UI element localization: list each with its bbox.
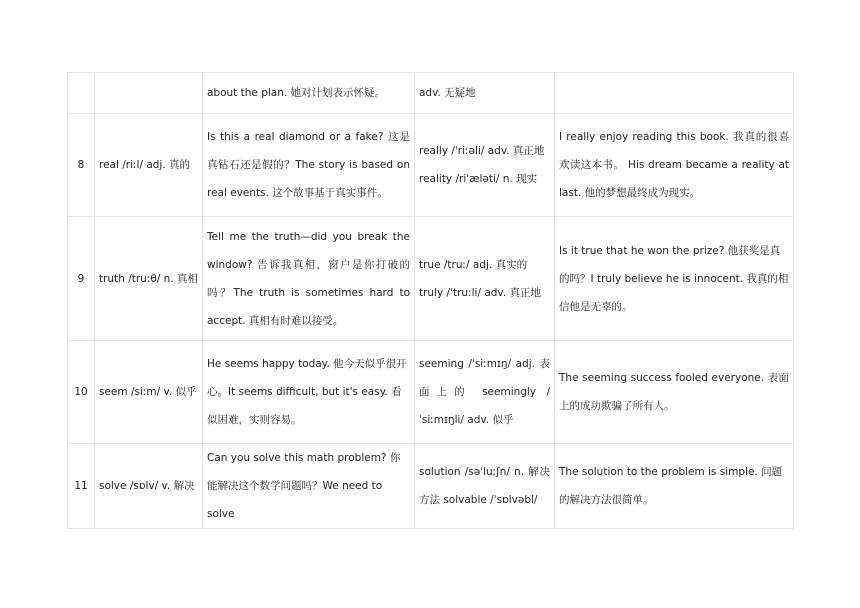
derivatives: adv. 无疑地 bbox=[415, 73, 555, 114]
table-row bbox=[68, 114, 794, 217]
table-row bbox=[68, 73, 794, 114]
derivatives: true /truː/ adj. 真实的 truly /ˈtruːli/ adv. 真正地 bbox=[415, 217, 555, 341]
vocabulary-table bbox=[67, 72, 794, 529]
headword: real /riːl/ adj. 真的 bbox=[95, 114, 203, 217]
derivative-examples bbox=[555, 73, 794, 114]
example-sentences: Can you solve this math problem? 你能解决这个数学问题吗？We need to solve bbox=[203, 444, 415, 529]
headword: seem /siːm/ v. 似乎 bbox=[95, 341, 203, 444]
table-row bbox=[68, 444, 794, 529]
headword bbox=[95, 73, 203, 114]
example-sentences: Tell me the truth—did you break the window? 告诉我真相，窗户是你打破的吗？The truth is sometimes hard to accept. 真相有时难以接受。 bbox=[203, 217, 415, 341]
entry-number: 9 bbox=[68, 217, 95, 341]
entry-number: 8 bbox=[68, 114, 95, 217]
example-sentences: He seems happy today. 他今天似乎很开心。It seems difficult, but it's easy. 看似困难，实则容易。 bbox=[203, 341, 415, 444]
derivative-examples: I really enjoy reading this book. 我真的很喜欢读这本书。 His dream became a reality at last. 他的梦想最终成为现实。 bbox=[555, 114, 794, 217]
derivative-examples: The solution to the problem is simple. 问题的解决方法很简单。 bbox=[555, 444, 794, 529]
entry-number: 10 bbox=[68, 341, 95, 444]
derivatives: seeming /ˈsiːmɪŋ/ adj. 表面上的 seemingly /ˈsiːmɪŋli/ adv. 似乎 bbox=[415, 341, 555, 444]
derivative-examples: The seeming success fooled everyone. 表面上的成功欺骗了所有人。 bbox=[555, 341, 794, 444]
table-row bbox=[68, 341, 794, 444]
derivatives: really /ˈriːəli/ adv. 真正地 reality /riˈæləti/ n. 现实 bbox=[415, 114, 555, 217]
example-sentences: about the plan. 她对计划表示怀疑。 bbox=[203, 73, 415, 114]
headword: solve /sɒlv/ v. 解决 bbox=[95, 444, 203, 529]
table-row bbox=[68, 217, 794, 341]
entry-number: 11 bbox=[68, 444, 95, 529]
example-sentences: Is this a real diamond or a fake? 这是真钻石还是假的？The story is based on real events. 这个故事基于真实事件。 bbox=[203, 114, 415, 217]
entry-number bbox=[68, 73, 95, 114]
headword: truth /truːθ/ n. 真相 bbox=[95, 217, 203, 341]
derivatives: solution /səˈluːʃn/ n. 解决方法 solvable /ˈsɒlvəbl/ bbox=[415, 444, 555, 529]
derivative-examples: Is it true that he won the prize? 他获奖是真的吗？I truly believe he is innocent. 我真的相信他是无辜的。 bbox=[555, 217, 794, 341]
